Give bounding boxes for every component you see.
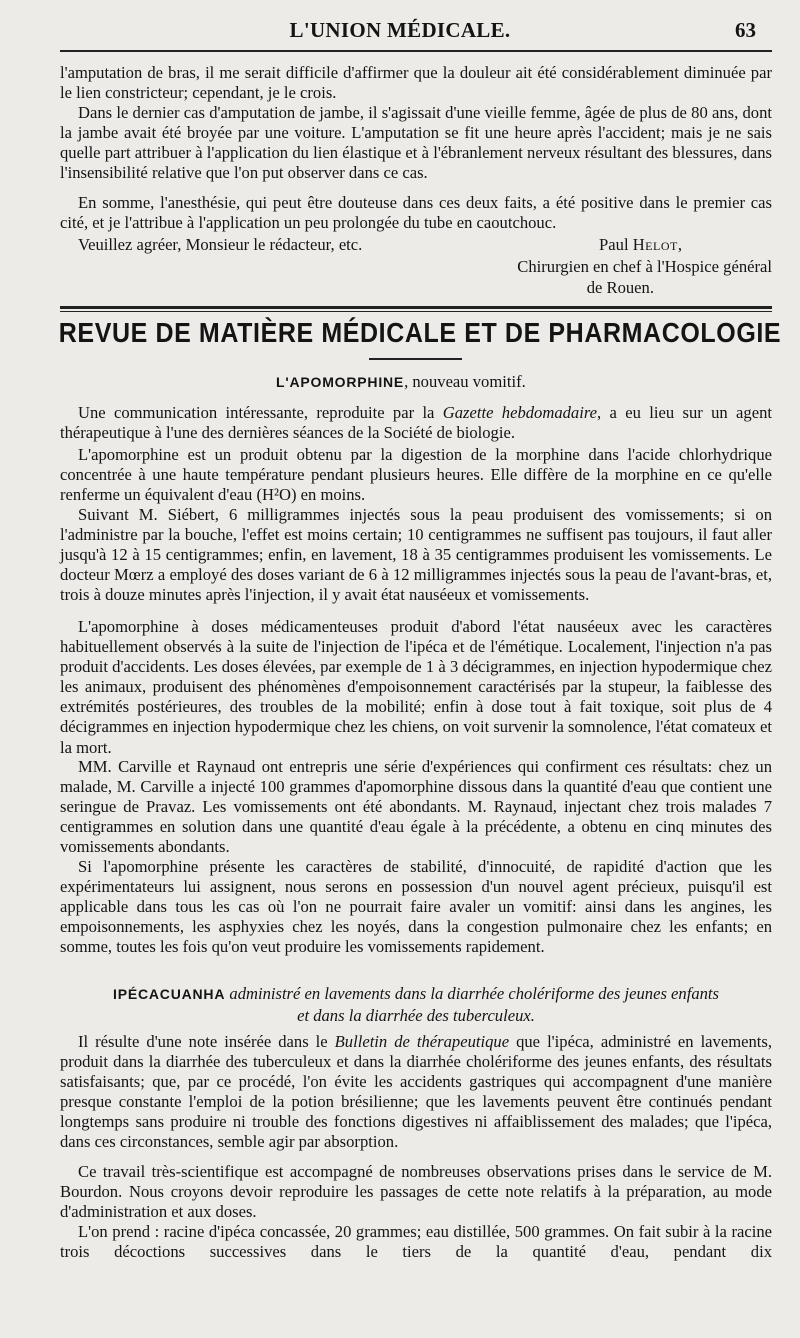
section-title-underline: [369, 358, 462, 360]
section-title: REVUE DE MATIÈRE MÉDICALE ET DE PHARMACOLOGIE: [58, 317, 782, 349]
journal-title: L'UNION MÉDICALE.: [289, 18, 511, 42]
signature-title: Chirurgien en chef à l'Hospice général: [517, 257, 772, 276]
ipecacuanha-paragraph-2: Ce travail très-scientifique est accompagné de nombreuses observations prises dans le service de M. Bourdon. Nous croyons devoir reproduire les passages de cette note relatifs à la préparation, au mode d'administration et aux doses.: [60, 1162, 772, 1222]
apomorphine-paragraph-6: Si l'apomorphine présente les caractères de stabilité, d'innocuité, de rapidité d'action que les expérimentateurs lui assignent, nous serons en possession d'un nouvel agent précieux, puisqu'il est applicable dans tous les cas où l'on ne pourrait faire avaler un vomitif: ainsi dans les angines, les empoisonnements, les asphyxies chez les noyés, dans la congestion pulmonaire chez les enfants; en somme, toutes les fois qu'on veut produire les vomissements rapidement.: [60, 857, 772, 957]
apomorphine-paragraph-4: L'apomorphine à doses médicamenteuses produit d'abord l'état nauséeux avec les caractères habituellement observés à la suite de l'injection de l'ipéca et de l'émétique. Localement, l'injection n'a pas produit d'accidents. Les doses élevées, par exemple de 1 à 3 décigrammes, en injection hypodermique chez les animaux, produisent des phénomènes d'empoisonnement caractérisés par la stupeur, la faiblesse des extrémités postérieures, des troubles de la mobilité; enfin à dose tout à fait toxique, soit plus de 4 décigrammes en injection hypodermique chez les chiens, on voit survenir la somnolence, l'état comateux et la mort.: [60, 617, 772, 757]
apomorphine-paragraph-5: MM. Carville et Raynaud ont entrepris une série d'expériences qui confirment ces résultats: chez un malade, M. Carville a injecté 100 grammes d'apomorphine dissous dans la quantité d'eau que contient une seringue de Pravaz. Les vomissements ont été abondants. M. Raynaud, injectant chez trois malades 7 centigrammes en solution dans une quantité d'eau égale à la précédente, a obtenu en cinq minutes des vomissements abondants.: [60, 757, 772, 857]
letter-signature: Paul Helot,: [599, 235, 682, 254]
apomorphine-heading: L'APOMORPHINE, nouveau vomitif.: [276, 372, 526, 391]
signature-place: de Rouen.: [586, 278, 654, 297]
apomorphine-paragraph-2: L'apomorphine est un produit obtenu par la digestion de la morphine dans l'acide chlorhydrique concentrée à une haute température pendant plusieurs heures. Elle diffère de la morphine en ce qu'elle renferme un équivalent d'eau (H²O) en moins.: [60, 445, 772, 505]
header-rule: [60, 50, 772, 52]
ipecacuanha-heading: IPÉCACUANHA administré en lavements dans la diarrhée cholériforme des jeunes enfants et dans la diarrhée des tuberculeux.: [113, 984, 719, 1025]
letter-paragraph-1: l'amputation de bras, il me serait difficile d'affirmer que la douleur ait été considérablement diminuée par le lien constricteur; cependant, je le crois.: [60, 63, 772, 103]
letter-paragraph-3: En somme, l'anesthésie, qui peut être douteuse dans ces deux faits, a été positive dans le premier cas cité, et je l'attribue à l'application un peu prolongée du tube en caoutchouc.: [60, 193, 772, 233]
letter-closing: Veuillez agréer, Monsieur le rédacteur, etc.: [78, 235, 363, 254]
letter-paragraph-2: Dans le dernier cas d'amputation de jambe, il s'agissait d'une vieille femme, âgée de plus de 80 ans, dont la jambe avait été broyée par une voiture. L'amputation se fit une heure après l'accident; mais je ne sais quelle part attribuer à l'application du lien élastique et à l'ébranlement nerveux résultant des blessures, dans l'insensibilité relative que l'on put observer dans ce cas.: [60, 103, 772, 183]
section-rule-top: [60, 306, 772, 309]
ipecacuanha-paragraph-3: L'on prend : racine d'ipéca concassée, 20 grammes; eau distillée, 500 grammes. On fait subir à la racine trois décoctions successives dans le tiers de la quantité d'eau, pendant dix: [60, 1222, 772, 1262]
section-rule-bottom: [60, 311, 772, 312]
page-number: 63: [735, 18, 756, 42]
apomorphine-paragraph-1: Une communication intéressante, reproduite par la Gazette hebdomadaire, a eu lieu sur un agent thérapeutique à l'une des dernières séances de la Société de biologie.: [60, 403, 772, 443]
ipecacuanha-paragraph-1: Il résulte d'une note insérée dans le Bulletin de thérapeutique que l'ipéca, administré en lavements, produit dans la diarrhée des tuberculeux et dans la diarrhée cholériforme des jeunes enfants, des résultats satisfaisants; que, par ce procédé, l'on évite les accidents gastriques qui accompagnent d'une manière presque constante l'emploi de la potion brésilienne; que les lavements peuvent être continués pendant longtemps sans produire ni trouble des fonctions digestives ni affaiblissement des malades; que l'ipéca, dans ces circonstances, semble agir par absorption.: [60, 1032, 772, 1152]
apomorphine-paragraph-3: Suivant M. Siébert, 6 milligrammes injectés sous la peau produisent des vomissements; si on l'administre par la bouche, l'effet est moins certain; 10 centigrammes ne suffisent pas toujours, il faut aller jusqu'à 12 à 15 centigrammes; enfin, en lavement, 18 à 35 centigrammes produisent les vomissements. Le docteur Mœrz a employé des doses variant de 6 à 12 milligrammes injectés sous la peau de l'avant-bras, et, trois à douze minutes après l'injection, il y avait état nauséeux et vomissements.: [60, 505, 772, 605]
